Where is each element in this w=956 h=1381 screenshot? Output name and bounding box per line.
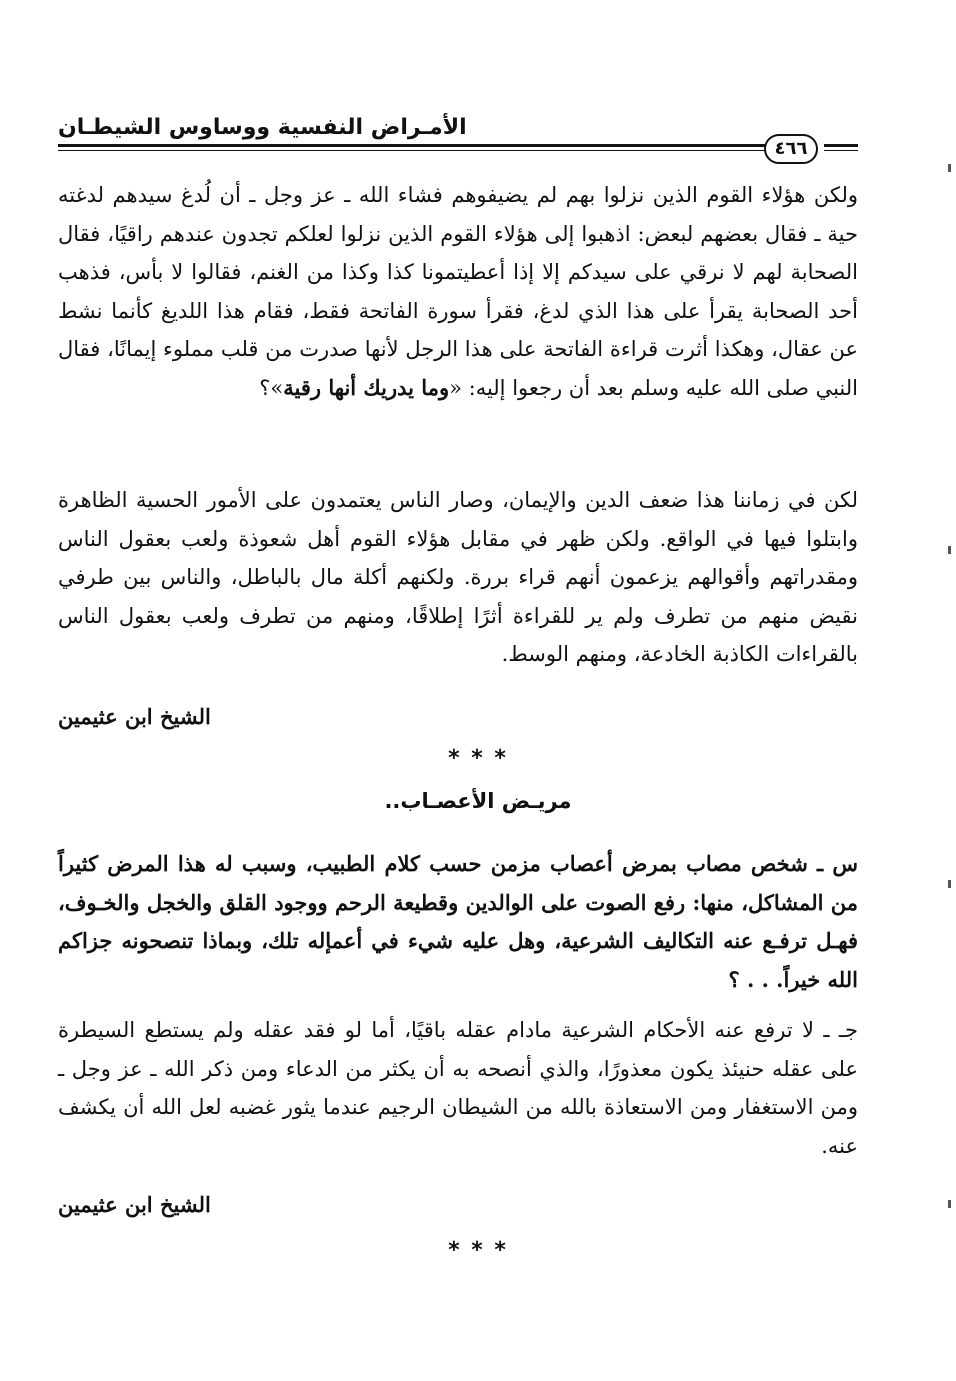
quote-close: »؟ (259, 375, 284, 400)
header-rule-thin (58, 150, 768, 151)
margin-mark (948, 1200, 951, 1208)
header-rule-thick (58, 144, 768, 147)
attribution-2: الشيخ ابن عثيمين (58, 1192, 211, 1217)
page-number: ٤٦٦ (764, 134, 818, 164)
separator-stars-2: * * * (448, 1238, 508, 1263)
question-paragraph: س ـ شخص مصاب بمرض أعصاب مزمن حسب كلام الطبيب، وسبب له هذا المرض كثيراً من المشاكل، منها: رفع الصوت على الوالدين وقطيعة الرحم ووجود القلق والخجل والخـوف، فهـل ترفـع عنه التكاليف الشرعية، وهل عليه شيء في أعمإله تلك، وبماذا تنصحونه جزاكم الله خيراً. . . ؟ (58, 851, 858, 992)
paragraph-story-text: ولكن هؤلاء القوم الذين نزلوا بهم لم يضيفوهم فشاء الله ـ عز وجل ـ أن لُدغ سيدهم لدغته حية ـ فقال بعضهم لبعض: اذهبوا إلى هؤلاء القوم الذين نزلوا لعلكم تجدون عندهم راقيًا، فقال الصحابة لهم لا نرقي على سيدكم إلا إذا أعطيتمونا كذا وكذا من الغنم، فقالوا لا بأس، فذهب أحد الصحابة يقرأ على هذا الذي لدغ، فقرأ سورة الفاتحة فقط، فقام هذا اللديغ كأنما نشط عن عقال، وهكذا أثرت قراءة الفاتحة على هذا الرجل لأنها صدرت من قلب مملوء إيمانًا، فقال النبي صلى الله عليه وسلم بعد أن رجعوا إليه: « (58, 183, 858, 400)
paragraph-modern-times: لكن في زماننا هذا ضعف الدين والإيمان، وصار الناس يعتمدون على الأمور الحسية الظاهرة وابتلوا فيها في الواقع. ولكن ظهر في مقابل هؤلاء القوم أهل شعوذة ولعب بعقول الناس ومقدراتهم وأقوالهم يزعمون أنهم قراء بررة. ولكنهم أكلة مال بالباطل، والناس بين طرفي نقيض منهم من تطرف ولم ير للقراءة أثرًا إطلاقًا، ومنهم من تطرف ولعب بعقول الناس بالقراءات الكاذبة الخادعة، ومنهم الوسط. (58, 488, 858, 666)
page-header (58, 108, 858, 168)
paragraph-story (58, 176, 858, 407)
page-number-dash-thin (824, 150, 858, 151)
margin-mark (948, 546, 951, 554)
answer-paragraph: جـ ـ لا ترفع عنه الأحكام الشرعية مادام عقله باقيًا، أما لو فقد عقله ولم يستطع السيطرة على عقله حنيئذ يكون معذورًا، والذي أنصحه به أن يكثر من الدعاء ومن ذكر الله ـ عز وجل ـ ومن الاستغفار ومن الاستعاذة بالله من الشيطان الرجيم عندما يثور غضبه لعل الله أن يكشف عنه. (58, 1018, 858, 1158)
separator-stars-1: * * * (448, 746, 508, 771)
section-title: مريـض الأعصـاب.. (384, 789, 572, 813)
running-title: الأمـراض النفسية ووساوس الشيطـان (58, 115, 467, 140)
margin-mark (948, 880, 951, 888)
prophet-quote: وما يدريك أنها رقية (283, 374, 450, 400)
attribution-1: الشيخ ابن عثيمين (58, 704, 211, 729)
page-number-dash-thick (824, 144, 858, 147)
margin-mark (948, 164, 951, 172)
